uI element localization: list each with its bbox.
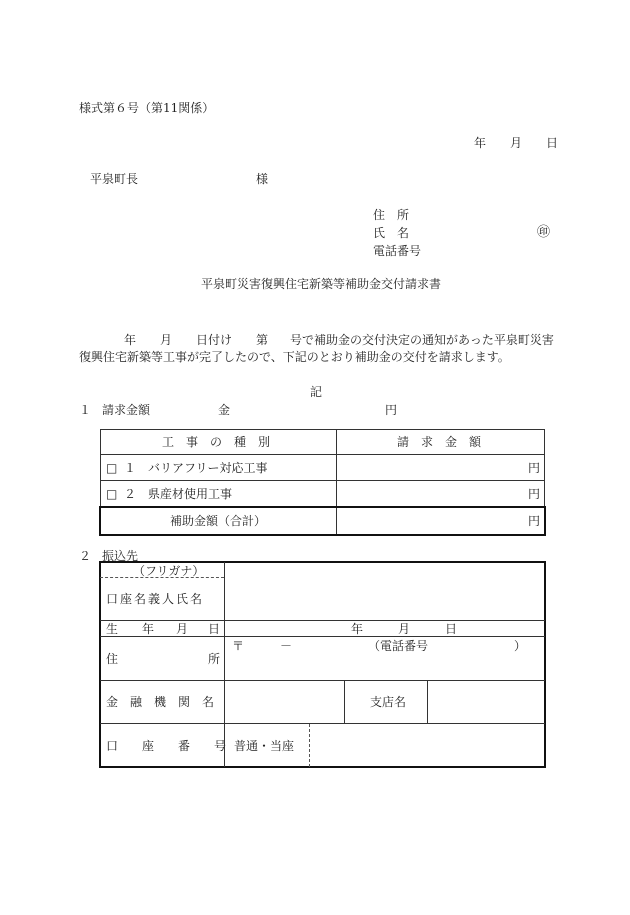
bank-table-rule <box>344 681 345 723</box>
date-day: 日 <box>546 136 559 150</box>
bank-table-divider <box>224 562 225 767</box>
phone-close: ） <box>514 639 527 653</box>
section1-yen: 円 <box>385 403 398 417</box>
address-sho: 所 <box>208 652 221 666</box>
section2-number: ２ <box>79 549 92 563</box>
section1-number: １ <box>79 403 92 417</box>
bank-table-rule <box>100 636 545 637</box>
birth-day-unit: 日 <box>445 622 458 636</box>
bank-name-label: 金 融 機 関 名 <box>106 695 215 709</box>
section2-label: 振込先 <box>102 549 139 563</box>
ki-label: 記 <box>310 385 323 399</box>
total-yen: 円 <box>528 514 541 528</box>
document-title: 平泉町災害復興住宅新築等補助金交付請求書 <box>201 277 442 291</box>
branch-label: 支店名 <box>370 695 407 709</box>
bank-table-rule <box>427 681 428 723</box>
phone-label: （電話番号 <box>368 639 429 653</box>
date-year: 年 <box>474 136 487 150</box>
body-dai: 第 <box>256 333 269 347</box>
body-line2: 復興住宅新築等工事が完了したので、下記のとおり補助金の交付を請求します。 <box>79 350 510 364</box>
furigana-label: （フリガナ） <box>133 564 205 578</box>
account-dashed-divider <box>309 724 310 767</box>
section1-label: 請求金額 <box>102 403 151 417</box>
birth-month-label: 月 <box>176 622 189 636</box>
addressee: 平泉町長 <box>90 172 139 186</box>
honorific: 様 <box>256 172 269 186</box>
seal-mark: ㊞ <box>537 225 551 240</box>
claim-table-rule <box>100 454 545 455</box>
date-month: 月 <box>510 136 523 150</box>
row-local-timber-yen: 円 <box>528 487 541 501</box>
body-line1-rest: 号で補助金の交付決定の通知があった平泉町災害 <box>290 333 554 347</box>
header-claim-amount: 請 求 金 額 <box>397 435 482 449</box>
body-year: 年 <box>124 333 137 347</box>
header-work-type: 工 事 の 種 別 <box>162 435 271 449</box>
account-type: 普通・当座 <box>234 739 295 753</box>
applicant-name-label: 氏 名 <box>373 226 410 240</box>
applicant-phone-label: 電話番号 <box>373 244 422 258</box>
birth-sei: 生 <box>106 622 119 636</box>
checkbox-barrier-free[interactable]: □ <box>106 461 118 475</box>
checkbox-local-timber[interactable]: □ <box>106 487 118 501</box>
row-barrier-free-label: １ バリアフリー対応工事 <box>124 461 268 475</box>
form-number: 様式第６号（第11関係） <box>79 101 215 115</box>
birth-month-unit: 月 <box>398 622 411 636</box>
row-local-timber-label: ２ 県産材使用工事 <box>124 487 233 501</box>
total-row <box>99 506 546 536</box>
section1-kin: 金 <box>218 403 231 417</box>
account-holder-label: 口座名義人氏名 <box>106 592 205 606</box>
total-label: 補助金額（合計） <box>170 514 267 528</box>
birth-year-unit: 年 <box>351 622 364 636</box>
body-day: 日付け <box>196 333 233 347</box>
claim-table-rule <box>100 480 545 481</box>
postal-dash: － <box>280 639 293 653</box>
address-ju: 住 <box>106 652 119 666</box>
bank-table-rule <box>100 723 545 724</box>
birth-year-label: 年 <box>142 622 155 636</box>
body-month: 月 <box>160 333 173 347</box>
account-number-label: 口 座 番 号 <box>106 739 227 753</box>
applicant-address-label: 住 所 <box>373 208 410 222</box>
postal-mark: 〒 <box>232 639 245 653</box>
row-barrier-free-yen: 円 <box>528 461 541 475</box>
bank-table-rule <box>100 620 545 621</box>
bank-table-rule <box>100 680 545 681</box>
birth-day-label: 日 <box>208 622 221 636</box>
